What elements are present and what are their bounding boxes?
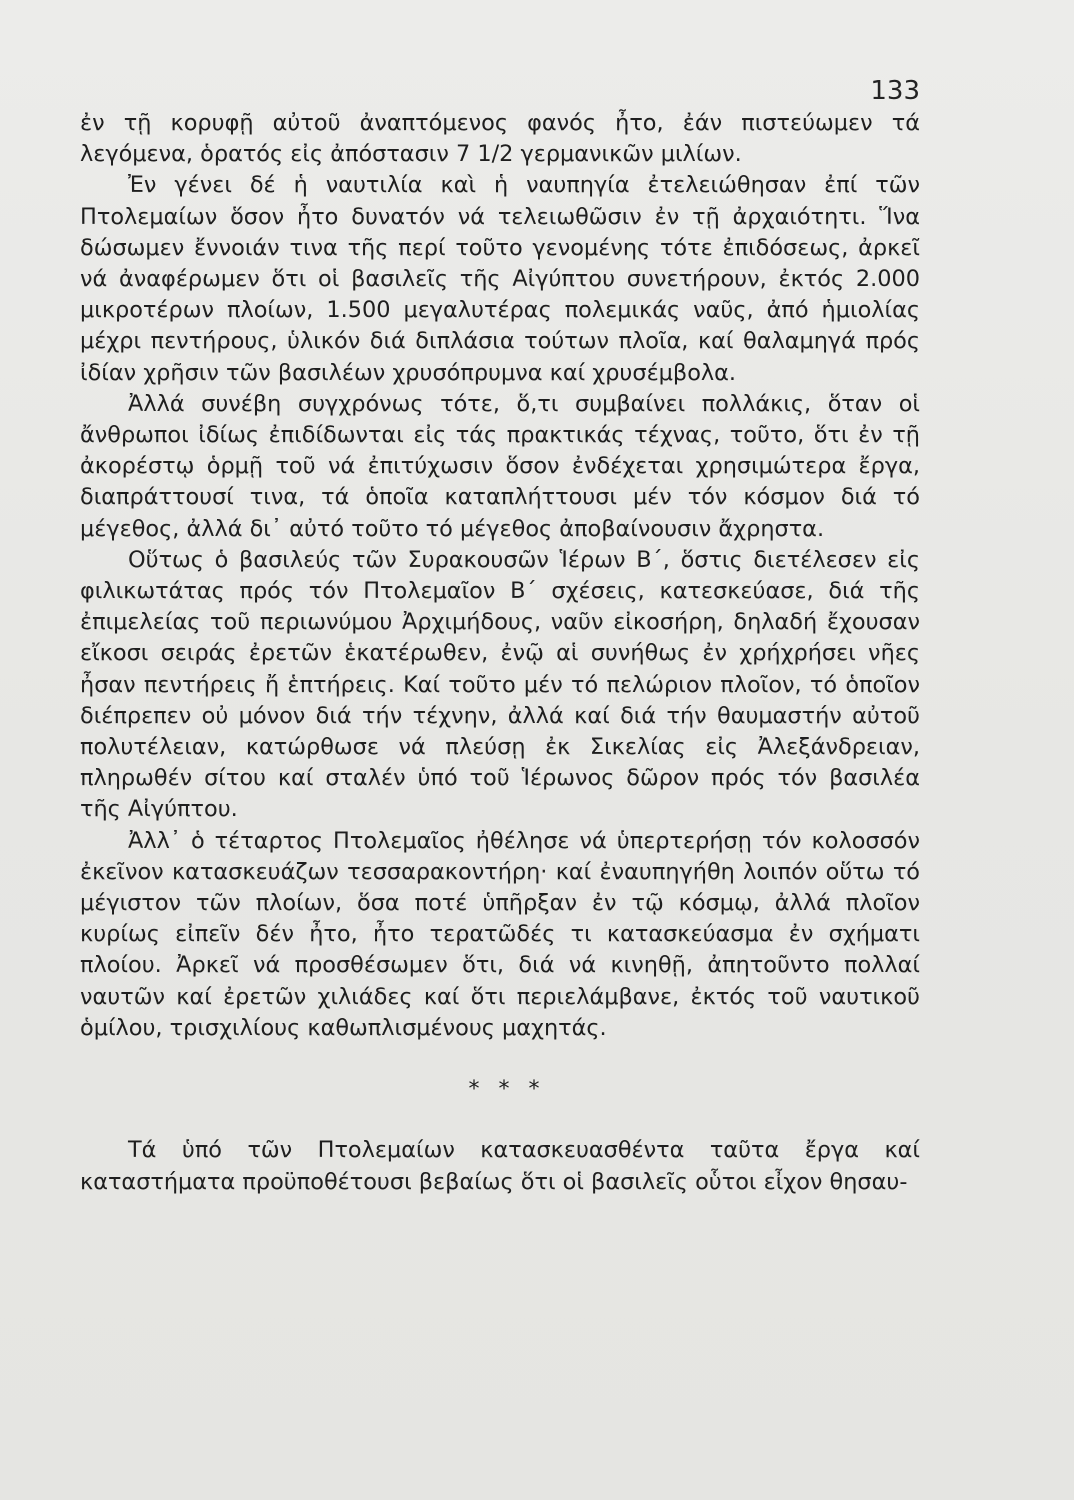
paragraph-5: Ἀλλ᾽ ὁ τέταρτος Πτολεμαῖος ἠθέλησε νά ὑπερτερήσῃ τόν κολοσσόν ἐκεῖνον κατασκευάζων τεσσαρακοντήρη· καί ἐναυπηγήθη λοιπόν οὕτω τό μέγιστον τῶν πλοίων, ὅσα ποτέ ὑπῆρξαν ἐν τῷ κόσμῳ, ἀλλά πλοῖον κυρίως εἰπεῖν δέν ἦτο, ἦτο τερατῶδές τι κατασκεύασμα ἐν σχήματι πλοίου. Ἀρκεῖ νά προσθέσωμεν ὅτι, διά νά κινηθῇ, ἀπητοῦντο πολλαί ναυτῶν καί ἐρετῶν χιλιάδες καί ὅτι περιελάμβανε, ἐκτός τοῦ ναυτικοῦ ὁμίλου, τρισχιλίους καθωπλισμένους μαχητάς. [80, 827, 920, 1041]
paragraph-3: Ἀλλά συνέβη συγχρόνως τότε, ὅ,τι συμβαίνει πολλάκις, ὅταν οἱ ἄνθρωποι ἰδίως ἐπιδίδωνται εἰς τάς πρακτικάς τέχνας, τοῦτο, ὅτι ἐν τῇ ἀκορέστῳ ὁρμῇ τοῦ νά ἐπιτύχωσιν ὅσον ἐνδέχεται χρησιμώτερα ἔργα, διαπράττουσί τινα, τά ὁποῖα καταπλήττουσι μέν τόν κόσμον διά τό μέγεθος, ἀλλά δι᾽ αὐτό τοῦτο τό μέγεθος ἀποβαίνουσιν ἄχρηστα. [80, 390, 920, 542]
closing-paragraph: Τά ὑπό τῶν Πτολεμαίων κατασκευασθέντα ταῦτα ἔργα καί καταστήματα προϋποθέτουσι βεβαίως ὅτι οἱ βασιλεῖς οὗτοι εἶχον θησαυ- [80, 1137, 920, 1195]
section-separator: * * * [468, 1077, 546, 1103]
page-number: 133 [870, 76, 920, 106]
paragraph-4: Οὕτως ὁ βασιλεύς τῶν Συρακουσῶν Ἱέρων Β΄, ὅστις διετέλεσεν εἰς φιλικωτάτας πρός τόν Πτολεμαῖον Β΄ σχέσεις, κατεσκεύασε, διά τῆς ἐπιμελείας τοῦ περιωνύμου Ἀρχιμήδους, ναῦν εἰκοσήρη, δηλαδή ἔχουσαν εἴκοσι σειράς ἐρετῶν ἑκατέρωθεν, ἐνῷ αἱ συνήθως ἐν χρήχρήσει νῆες ἦσαν πεντήρεις ἤ ἑπτήρεις. Καί τοῦτο μέν τό πελώριον πλοῖον, τό ὁποῖον διέπρεπεν οὐ μόνον διά τήν τέχνην, ἀλλά καί διά τήν θαυμαστήν αὐτοῦ πολυτέλειαν, κατώρθωσε νά πλεύσῃ ἐκ Σικελίας εἰς Ἀλεξάνδρειαν, πληρωθέν σίτου καί σταλέν ὑπό τοῦ Ἱέρωνος δῶρον πρός τόν βασιλέα τῆς Αἰγύπτου. [80, 546, 920, 823]
body-text [80, 108, 920, 1198]
paragraph-2: Ἐν γένει δέ ἡ ναυτιλία καὶ ἡ ναυπηγία ἐτελειώθησαν ἐπί τῶν Πτολεμαίων ὅσον ἦτο δυνατόν νά τελειωθῶσιν ἐν τῇ ἀρχαιότητι. Ἵνα δώσωμεν ἔννοιάν τινα τῆς περί τοῦτο γενομένης τότε ἐπιδόσεως, ἀρκεῖ νά ἀναφέρωμεν ὅτι οἱ βασιλεῖς τῆς Αἰγύπτου συνετήρουν, ἐκτός 2.000 μικροτέρων πλοίων, 1.500 μεγαλυτέρας πολεμικάς ναῦς, ἀπό ἡμιολίας μέχρι πεντήρους, ὑλικόν διά διπλάσια τούτων πλοῖα, καί θαλαμηγά πρός ἰδίαν χρῆσιν τῶν βασιλέων χρυσόπρυμνα καί χρυσέμβολα. [80, 172, 920, 386]
paragraph-1: ἐν τῇ κορυφῇ αὐτοῦ ἀναπτόμενος φανός ἦτο, ἐάν πιστεύωμεν τά λεγόμενα, ὁρατός εἰς ἀπόστασιν 7 1/2 γερμανικῶν μιλίων. [80, 110, 920, 168]
